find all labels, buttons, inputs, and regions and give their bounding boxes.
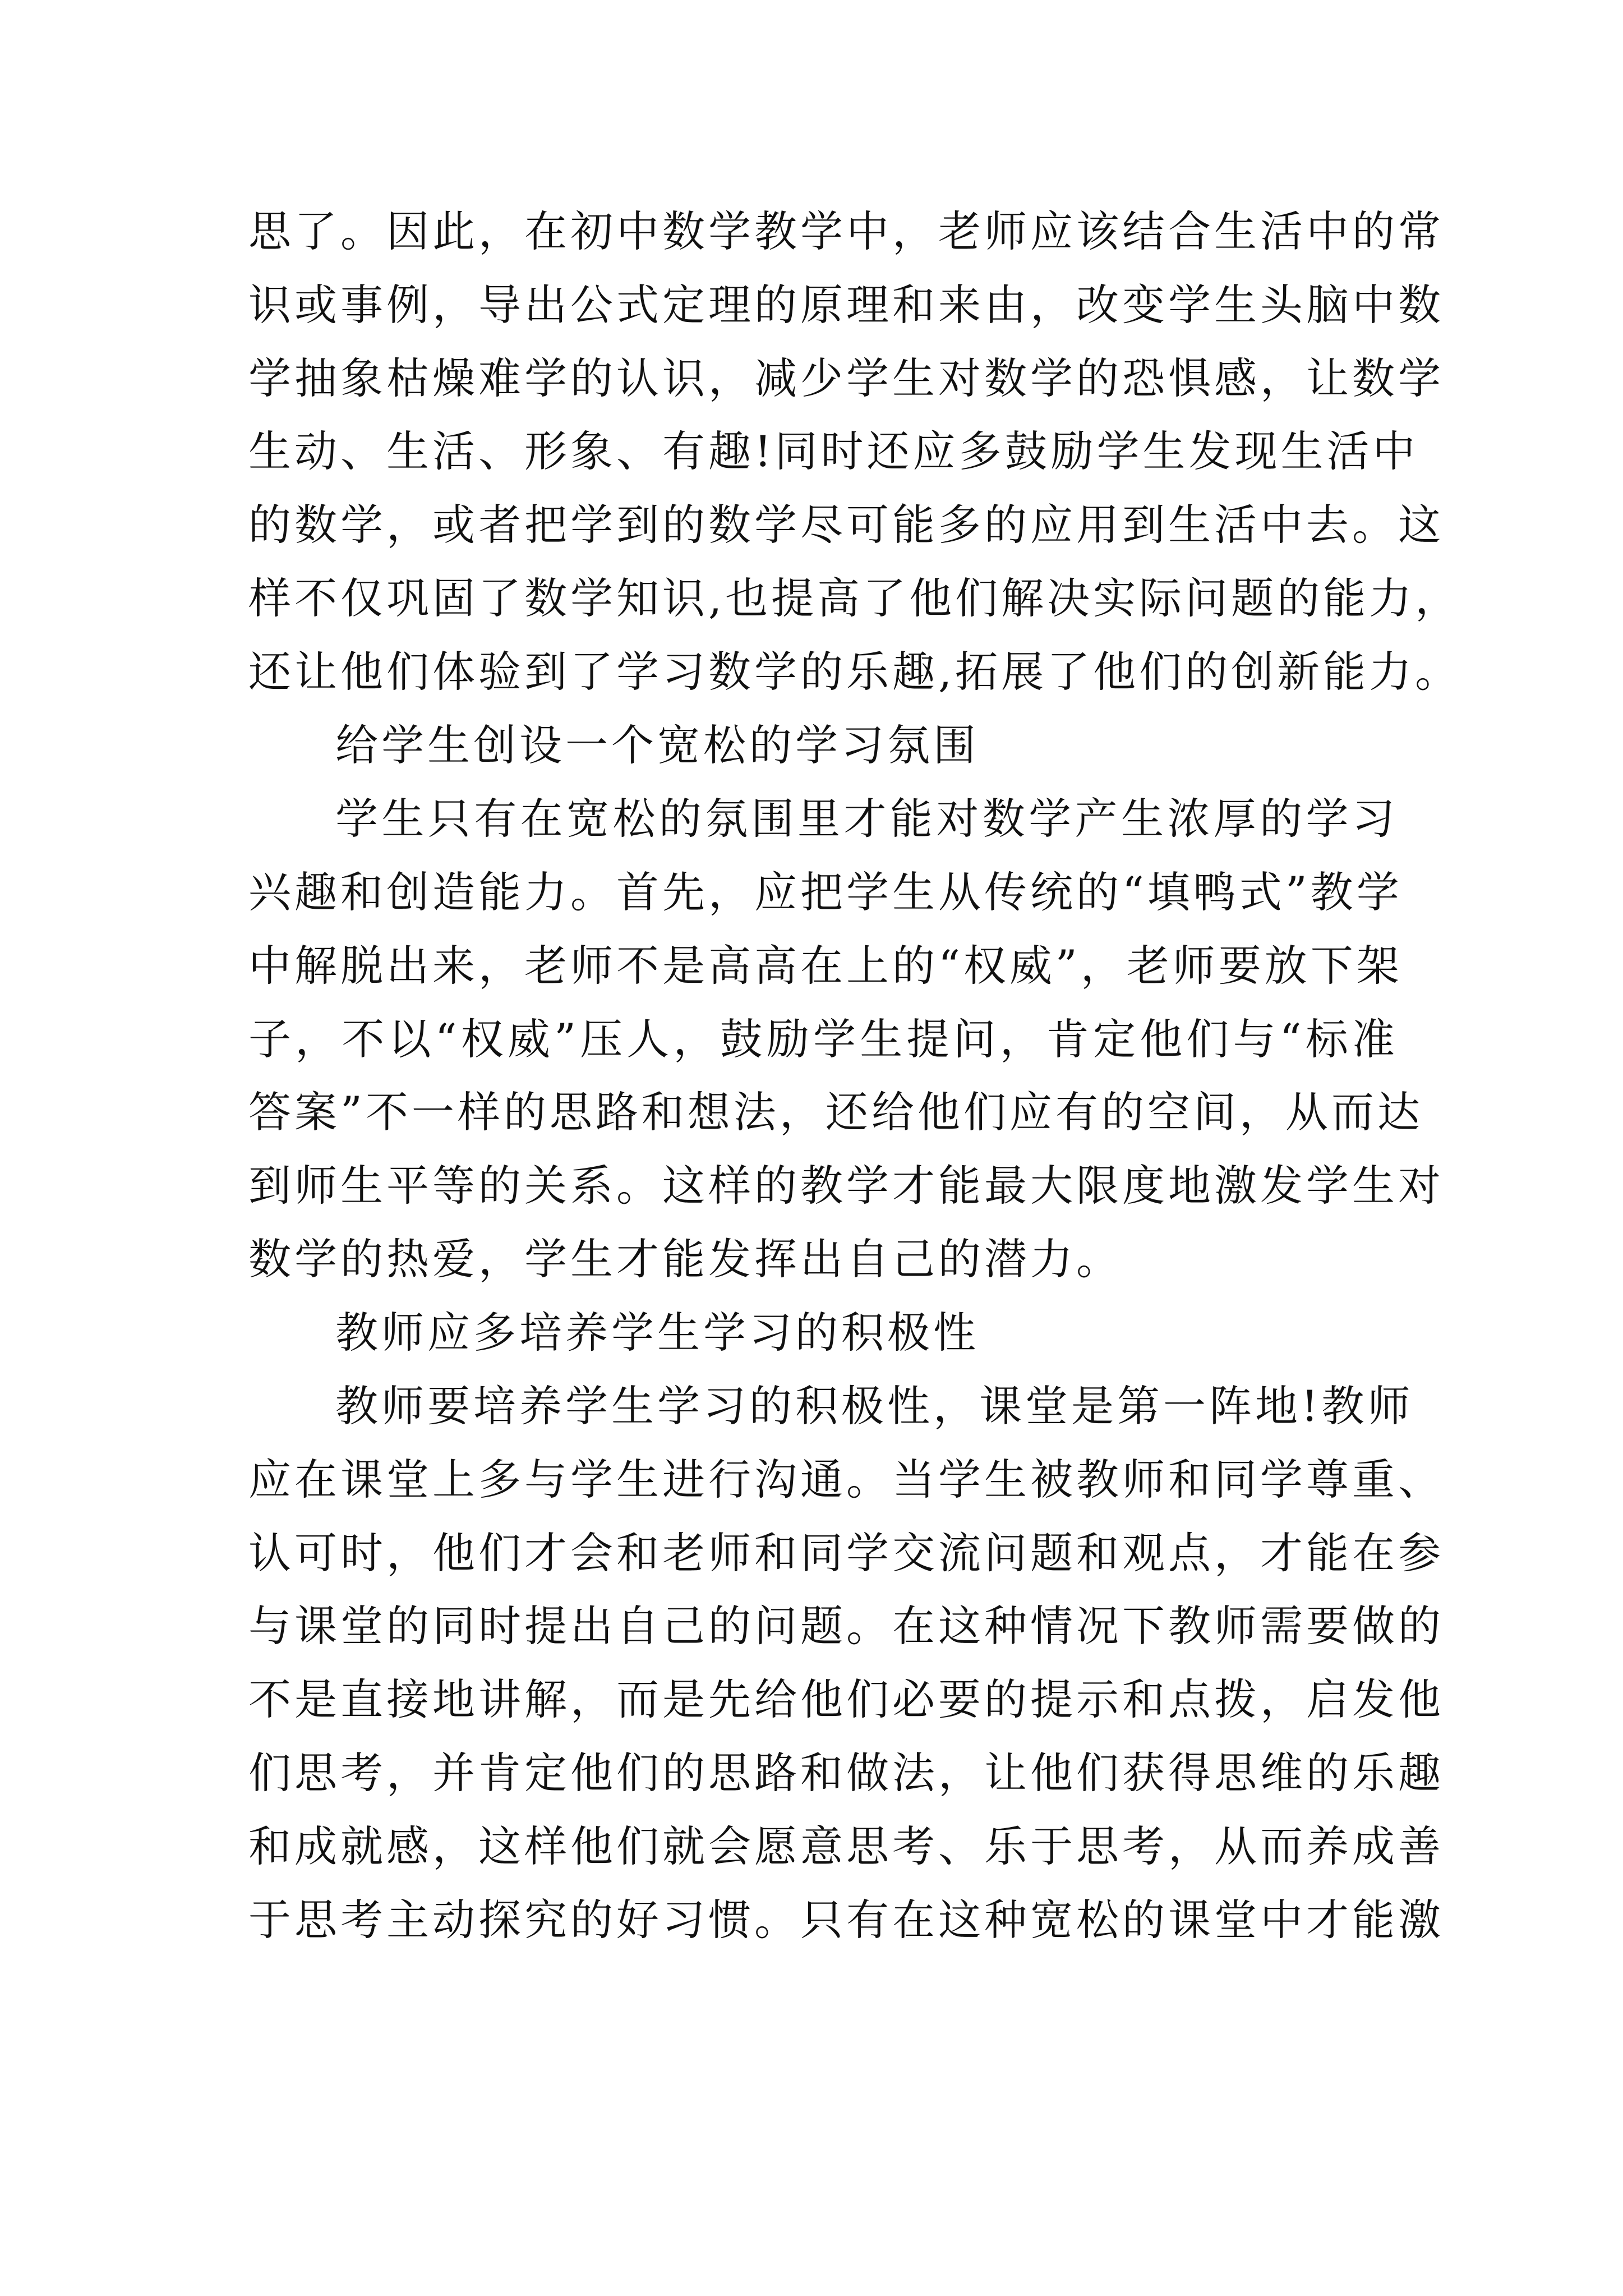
- paragraph-line: 子，不以“权威”压人，鼓励学生提问，肯定他们与“标准: [248, 1014, 1398, 1064]
- paragraph-line: 于思考主动探究的好习惯。只有在这种宽松的课堂中才能激: [248, 1895, 1444, 1945]
- paragraph-line: 数学的热爱，学生才能发挥出自己的潜力。: [248, 1234, 1122, 1284]
- paragraph-line: 兴趣和创造能力。首先，应把学生从传统的“填鸭式”教学: [248, 867, 1403, 917]
- paragraph-line: 不是直接地讲解，而是先给他们必要的提示和点拨，启发他: [248, 1674, 1444, 1724]
- paragraph-line: 认可时，他们才会和老师和同学交流问题和观点，才能在参: [248, 1528, 1444, 1578]
- paragraph-line: 到师生平等的关系。这样的教学才能最大限度地激发学生对: [248, 1161, 1444, 1211]
- paragraph-line: 的数学，或者把学到的数学尽可能多的应用到生活中去。这: [248, 500, 1444, 550]
- paragraph-line: 生动、生活、形象、有趣!同时还应多鼓励学生发现生活中: [248, 426, 1419, 476]
- paragraph-line: 和成就感，这样他们就会愿意思考、乐于思考，从而养成善: [248, 1821, 1444, 1871]
- paragraph-line: 识或事例，导出公式定理的原理和来由，改变学生头脑中数: [248, 280, 1444, 330]
- section-heading: 教师应多培养学生学习的积极性: [335, 1308, 979, 1358]
- paragraph-line: 样不仅巩固了数学知识,也提高了他们解决实际问题的能力，: [248, 573, 1461, 623]
- paragraph-line: 与课堂的同时提出自己的问题。在这种情况下教师需要做的: [248, 1601, 1444, 1651]
- paragraph-line: 答案”不一样的思路和想法，还给他们应有的空间，从而达: [248, 1087, 1423, 1137]
- paragraph-line: 中解脱出来，老师不是高高在上的“权威”，老师要放下架: [248, 941, 1403, 991]
- paragraph-line: 应在课堂上多与学生进行沟通。当学生被教师和同学尊重、: [248, 1455, 1444, 1504]
- paragraph-line: 们思考，并肯定他们的思路和做法，让他们获得思维的乐趣: [248, 1748, 1444, 1798]
- paragraph-line: 教师要培养学生学习的积极性，课堂是第一阵地!教师: [335, 1381, 1414, 1431]
- paragraph-line: 还让他们体验到了学习数学的乐趣,拓展了他们的创新能力。: [248, 647, 1461, 697]
- paragraph-line: 思了。因此，在初中数学教学中，老师应该结合生活中的常: [248, 206, 1444, 256]
- paragraph-line: 学抽象枯燥难学的认识，减少学生对数学的恐惧感，让数学: [248, 353, 1444, 403]
- paragraph-line: 学生只有在宽松的氛围里才能对数学产生浓厚的学习: [335, 794, 1398, 844]
- section-heading: 给学生创设一个宽松的学习氛围: [335, 720, 979, 770]
